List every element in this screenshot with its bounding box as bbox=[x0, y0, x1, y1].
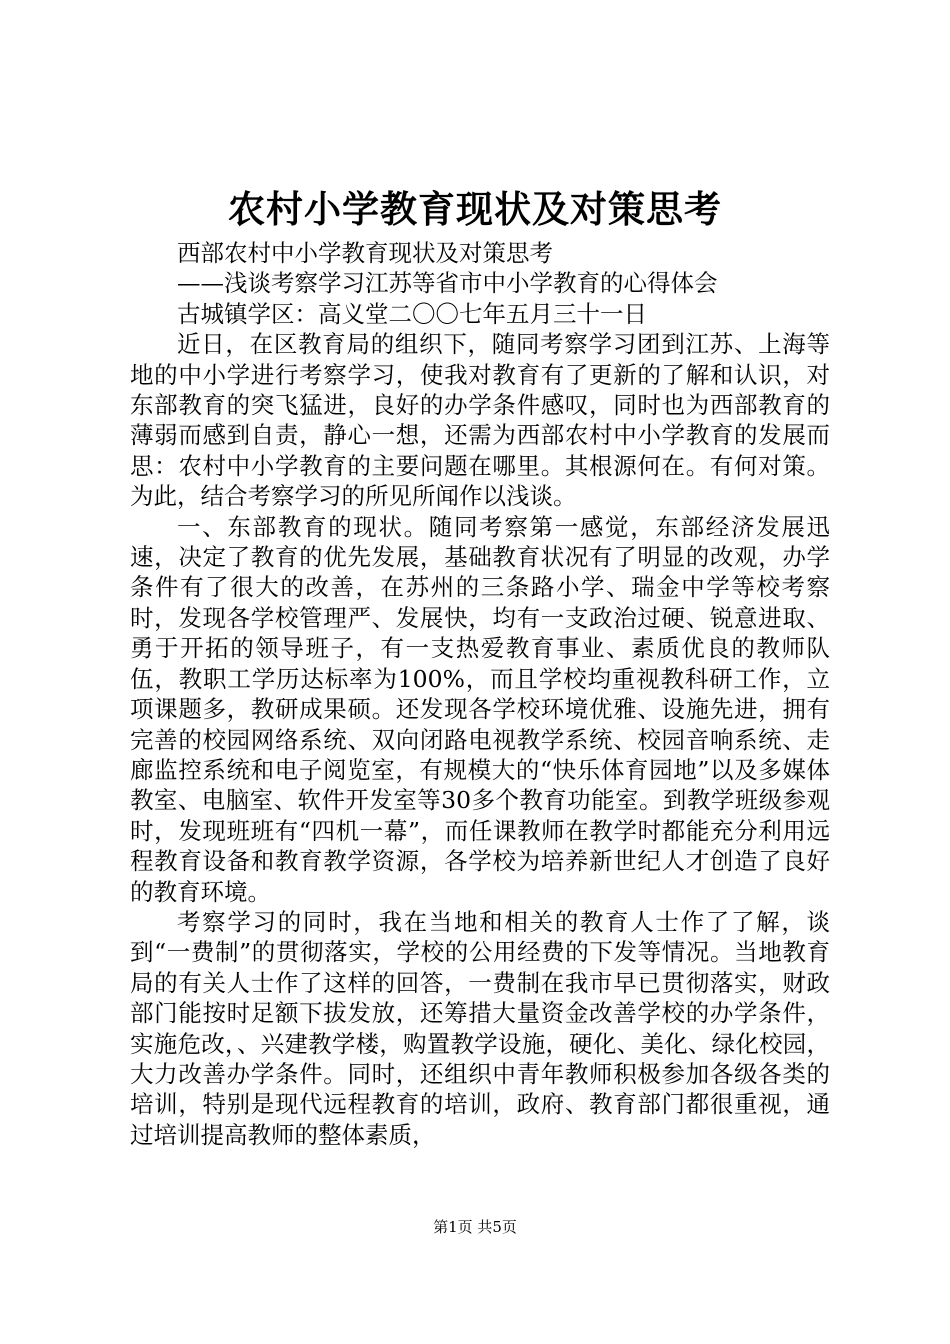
document-body bbox=[130, 238, 830, 1150]
subtitle: 西部农村中小学教育现状及对策思考 bbox=[177, 239, 553, 267]
page-footer: 第1页 共5页 bbox=[433, 1218, 517, 1236]
author-date-line: 古城镇学区：高义堂二〇〇七年五月三十一日 bbox=[177, 299, 647, 328]
body-paragraph-investigation: 考察学习的同时，我在当地和相关的教育人士作了了解，谈到“一费制”的贯彻落实，学校的公用经费的下发等情况。当地教育局的有关人士作了这样的回答，一费制在我市早已贯彻落实，财政部门能按时足额下拔发放，还筹措大量资金改善学校的办学条件，实施危改，、兴建教学楼，购置教学设施，硬化、美化、绿化校园，大力改善办学条件。同时，还组织中青年教师积极参加各级各类的培训，特别是现代远程教育的培训，政府、教育部门都很重视，通过培训提高教师的整体素质， bbox=[130, 907, 830, 1149]
body-paragraph-intro: 近日，在区教育局的组织下，随同考察学习团到江苏、上海等地的中小学进行考察学习，使我对教育有了更新的了解和认识，对东部教育的突飞猛进，良好的办学条件感叹，同时也为西部教育的薄弱而感到自责，静心一想，还需为西部农村中小学教育的发展而思：农村中小学教育的主要问题在哪里。其根源何在。有何对策。为此，结合考察学习的所见所闻作以浅谈。 bbox=[130, 330, 830, 511]
body-paragraph-east-status: 一、东部教育的现状。随同考察第一感觉，东部经济发展迅速，决定了教育的优先发展，基础教育状况有了明显的改观，办学条件有了很大的改善，在苏州的三条路小学、瑞金中学等校考察时，发现各学校管理严、发展快，均有一支政治过硬、锐意进取、勇于开拓的领导班子，有一支热爱教育事业、素质优良的教师队伍，教职工学历达标率为100%，而且学校均重视教科研工作，立项课题多，教研成果硕。还发现各学校环境优雅、设施先进，拥有完善的校园网络系统、双向闭路电视教学系统、校园音响系统、走廊监控系统和电子阅览室，有规模大的“快乐体育园地”以及多媒体教室、电脑室、软件开发室等30多个教育功能室。到教学班级参观时，发现班班有“四机一幕”，而任课教师在教学时都能充分利用远程教育设备和教育教学资源，各学校为培养新世纪人才创造了良好的教育环境。 bbox=[130, 512, 830, 906]
subtitle-secondary: ——浅谈考察学习江苏等省市中小学教育的心得体会 bbox=[177, 269, 718, 298]
document-title: 农村小学教育现状及对策思考 bbox=[228, 187, 722, 231]
